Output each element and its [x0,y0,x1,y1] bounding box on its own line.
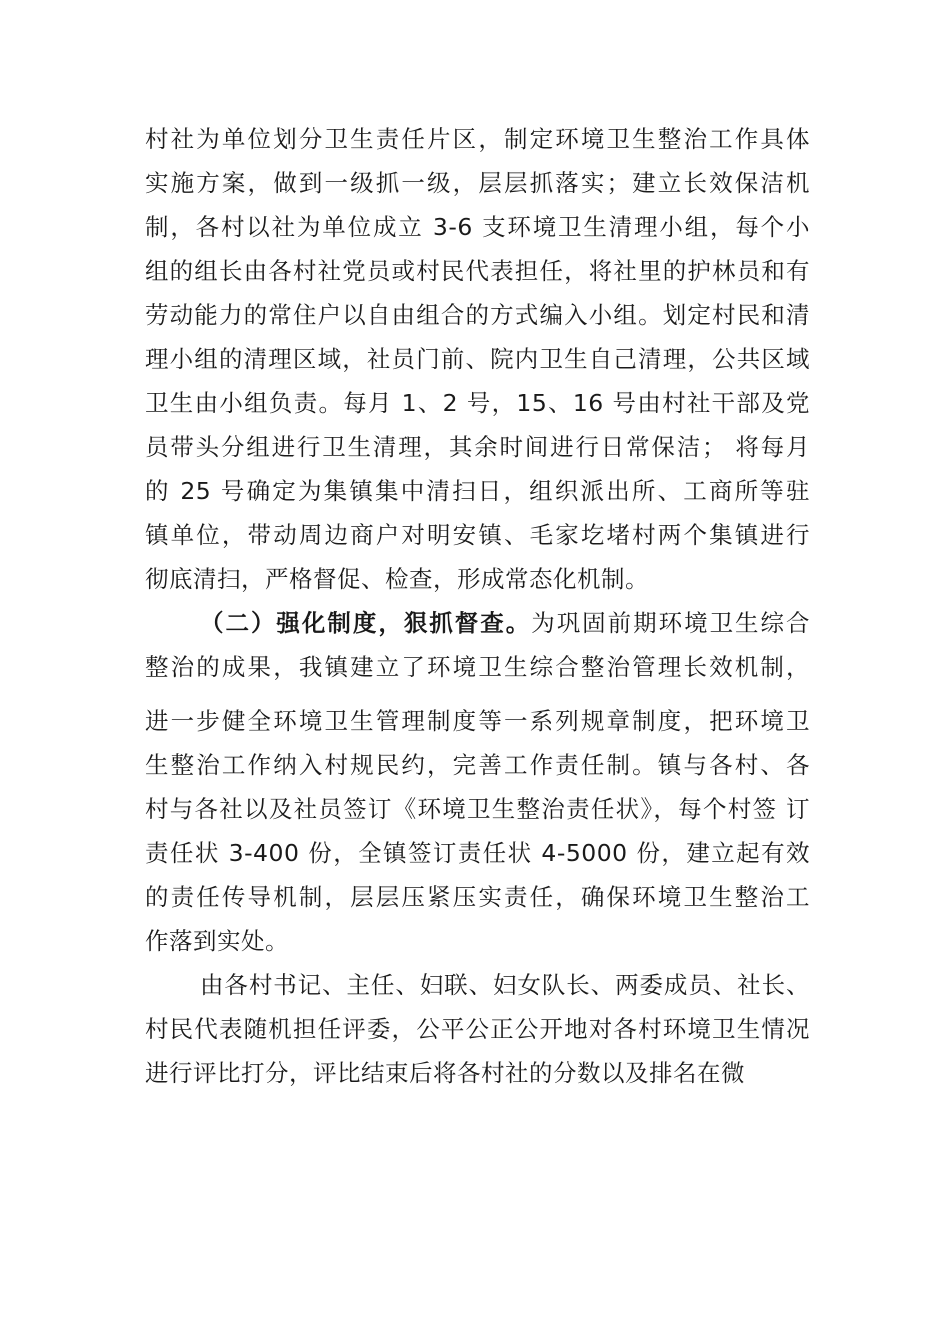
text-line: 理小组的清理区域，社员门前、院内卫生自己清理，公共区域 [145,345,810,373]
text-line: 进行评比打分，评比结束后将各村社的分数以及排名在微 [145,1059,745,1087]
text-line: 劳动能力的常住户以自由组合的方式编入小组。划定村民和清 [145,301,810,329]
section-heading-line [200,607,810,639]
text-line: 员带头分组进行卫生清理，其余时间进行日常保洁； 将每月 [145,433,810,461]
text-line: 进一步健全环境卫生管理制度等一系列规章制度，把环境卫 [145,707,810,735]
text-line: 镇单位，带动周边商户对明安镇、毛家圪堵村两个集镇进行 [145,521,810,549]
text-line: 实施方案，做到一级抓一级，层层抓落实；建立长效保洁机 [145,169,810,197]
text-line: 作落到实处。 [145,927,289,955]
text-line: 组的组长由各村社党员或村民代表担任，将社里的护林员和有 [145,257,810,285]
text-line: 制，各村以社为单位成立 3-6 支环境卫生清理小组，每个小 [145,213,810,241]
text-line: 的责任传导机制，层层压紧压实责任，确保环境卫生整治工 [145,883,810,911]
section-heading-rest: 为巩固前期环境卫生综合 [531,609,811,637]
text-line: 的 25 号确定为集镇集中清扫日，组织派出所、工商所等驻 [145,477,810,505]
text-line: 由各村书记、主任、妇联、妇女队长、两委成员、社长、 [200,971,810,999]
text-line: 卫生由小组负责。每月 1、2 号，15、16 号由村社干部及党 [145,389,810,417]
section-heading: （二）强化制度，狠抓督查。 [200,609,532,637]
text-line: 村社为单位划分卫生责任片区，制定环境卫生整治工作具体 [145,125,810,153]
text-line: 村民代表随机担任评委，公平公正公开地对各村环境卫生情况 [145,1015,810,1043]
text-line: 彻底清扫，严格督促、检查，形成常态化机制。 [145,565,649,593]
text-line: 村与各社以及社员签订《环境卫生整治责任状》，每个村签 订 [145,795,810,823]
text-line: 整治的成果，我镇建立了环境卫生综合整治管理长效机制， [145,653,810,681]
text-line: 责任状 3-400 份，全镇签订责任状 4-5000 份，建立起有效 [145,839,810,867]
text-line: 生整治工作纳入村规民约，完善工作责任制。镇与各村、各 [145,751,810,779]
